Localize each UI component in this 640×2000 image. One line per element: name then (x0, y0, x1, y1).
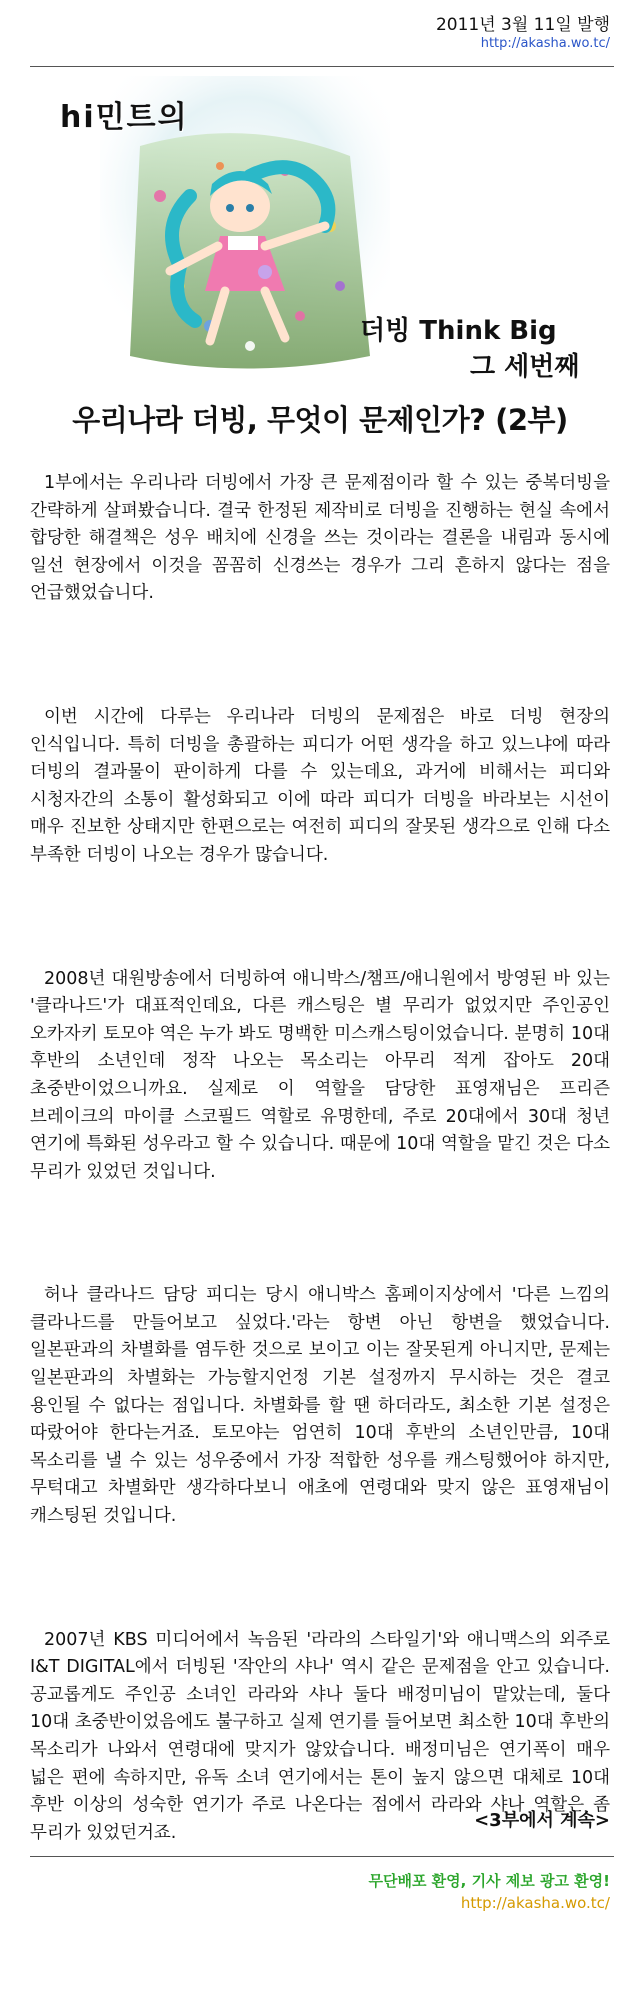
masthead (436, 14, 610, 52)
footer-notice: 무단배포 환영, 기사 제보 광고 환영! (368, 1872, 610, 1890)
article-paragraph: 이번 시간에 다루는 우리나라 더빙의 문제점은 바로 더빙 현장의 인식입니다. 특히 더빙을 총괄하는 피디가 어떤 생각을 하고 있느냐에 따라 더빙의 결과물이 판이하게 다를 수 있는데요, 과거에 비해서는 피디와 시청자간의 소통이 활성화되고 이에 따라 피디가 더빙을 바라보는 시선이 매우 진보한 상태지만 한편으로는 여전히 피디의 잘못된 생각으로 인해 다소 부족한 더빙이 나오는 경우가 많습니다. (30, 706, 610, 865)
site-url-link[interactable]: http://akasha.wo.tc/ (480, 36, 610, 51)
issue-date: 2011년 3월 11일 발행 (435, 15, 610, 35)
brand-logo-text: hi민트의 (60, 100, 189, 135)
series-episode: 그 세번째 (470, 352, 580, 382)
article-paragraph: 허나 클라나드 담당 피디는 당시 애니박스 홈페이지상에서 '다른 느낌의 클라나드를 만들어보고 싶었다.'라는 항변 아닌 항변을 했었습니다. 일본판과의 차별화를 염두한 것으로 보이고 이는 잘못된게 아니지만, 문제는 일본판과의 차별화는 가능할지언정 기본 설정까지 무시하는 것은 결코 용인될 수 없다는 점입니다. 차별화를 할 땐 하더라도, 최소한 기본 설정은 따랐어야 한다는거죠. 토모야는 엄연히 10대 후반의 소년인만큼, 10대 목소리를 낼 수 있는 성우중에서 가장 적합한 성우를 캐스팅했어야 하지만, 무턱대고 차별화만 생각하다보니 애초에 연령대와 맞지 않은 표영재님이 캐스팅된 것입니다. (30, 1285, 610, 1527)
article-headline: 우리나라 더빙, 무엇이 문제인가? (2부) (72, 403, 568, 437)
article-paragraph: 2008년 대원방송에서 더빙하여 애니박스/챔프/애니원에서 방영된 바 있는 '클라나드'가 대표적인데요, 다른 캐스팅은 별 무리가 없었지만 주인공인 오카자키 토모야 역은 누가 봐도 명백한 미스캐스팅이었습니다. 분명히 10대 후반의 소년인데 정작 나오는 목소리는 아무리 적게 잡아도 20대 초중반이었으니까요. 실제로 이 역할을 담당한 표영재님은 프리즌 브레이크의 마이클 스코필드 역할로 유명한데, 주로 20대에서 30대 청년 연기에 특화된 성우라고 할 수 있습니다. 때문에 10대 역할을 맡긴 것은 다소 무리가 있었던 것입니다. (30, 968, 610, 1182)
footer (368, 1870, 610, 1914)
article-paragraph: 2007년 KBS 미디어에서 녹음된 '라라의 스타일기'와 애니맥스의 외주로 I&T DIGITAL에서 더빙된 '작안의 샤나' 역시 같은 문제점을 안고 있습니다. 공교롭게도 주인공 소녀인 라라와 샤나 둘다 배정미님이 맡았는데, 둘다 10대 초중반이었음에도 불구하고 실제 연기를 들어보면 최소한 10대 후반의 목소리가 나와서 연령대에 맞지가 않았습니다. 배정미님은 연기폭이 매우 넓은 편에 속하지만, 유독 소녀 연기에서는 톤이 높지 않으면 대체로 10대 후반 이상의 성숙한 연기가 주로 나온다는 점에서 라라와 샤나 역할은 좀 무리가 있었던거죠. (30, 1629, 610, 1843)
article-body (30, 470, 610, 1847)
top-divider (30, 66, 614, 67)
article-paragraph: 1부에서는 우리나라 더빙에서 가장 큰 문제점이라 할 수 있는 중복더빙을 간략하게 살펴봤습니다. 결국 한정된 제작비로 더빙을 진행하는 현실 속에서 합당한 해결책은 성우 배치에 신경을 쓰는 것이라는 결론을 내림과 동시에 일선 현장에서 이것을 꼼꼼히 신경쓰는 경우가 그리 흔하지 않다는 점을 언급했었습니다. (30, 473, 610, 604)
series-title: 더빙 Think Big (360, 316, 557, 346)
title-banner (40, 76, 600, 382)
bottom-divider (30, 1856, 614, 1857)
footer-url-link[interactable]: http://akasha.wo.tc/ (460, 1894, 610, 1912)
continued-note: <3부에서 계속> (474, 1810, 610, 1831)
